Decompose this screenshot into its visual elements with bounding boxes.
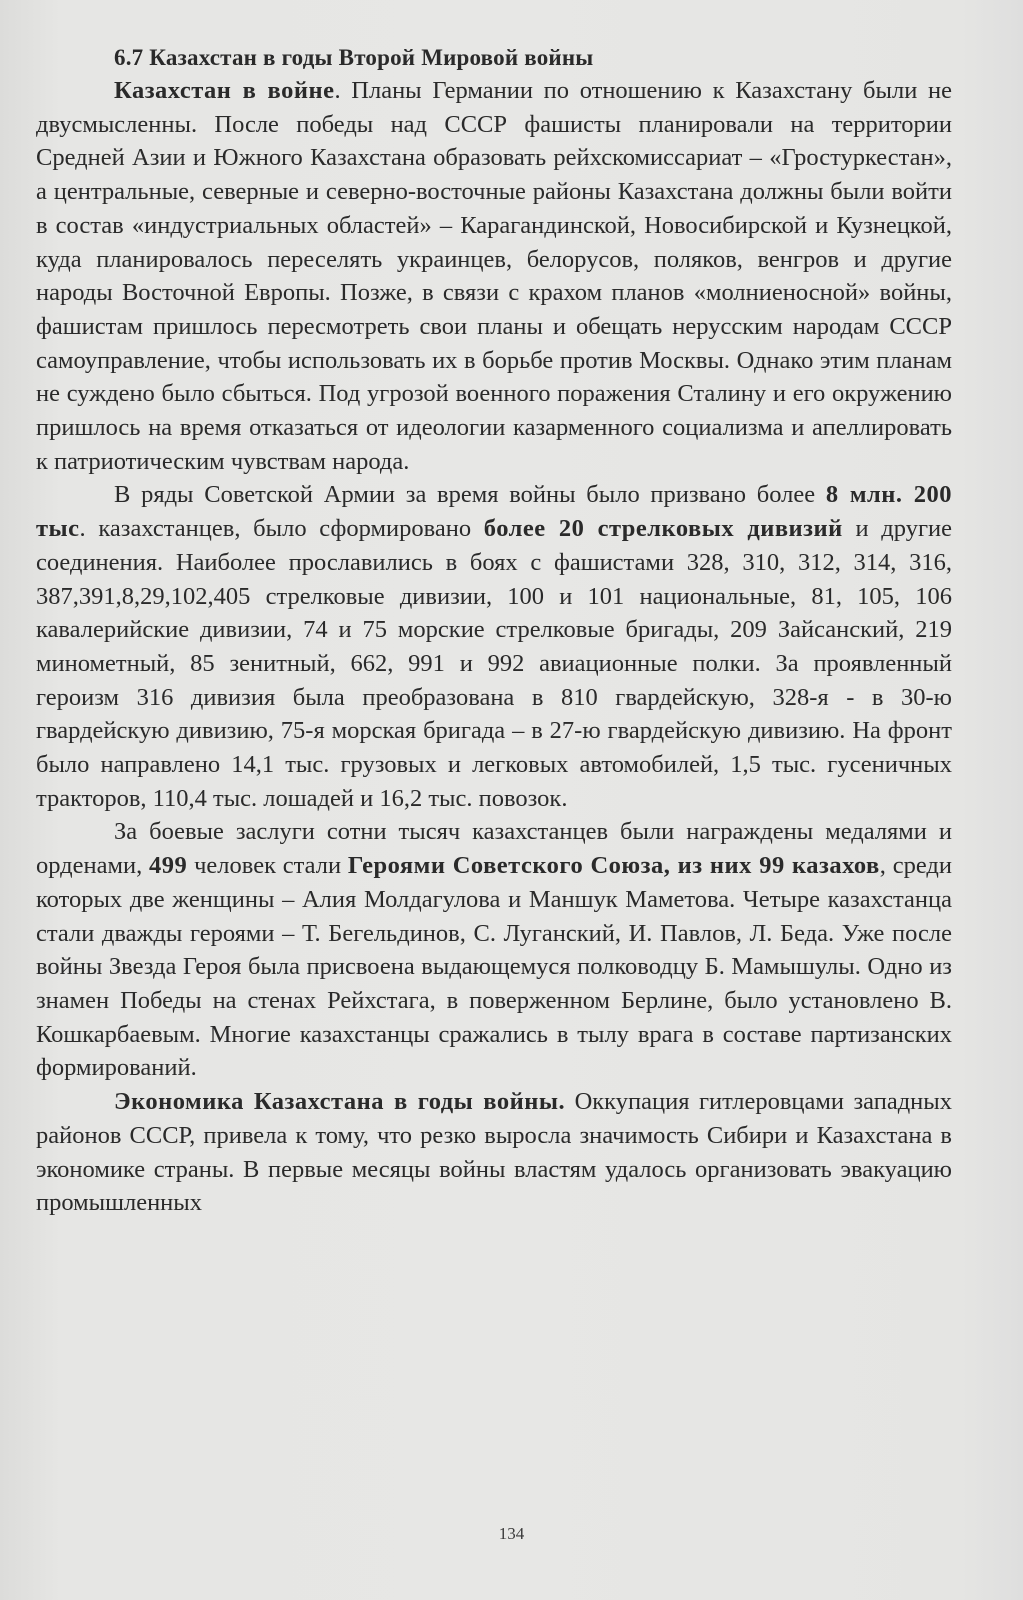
paragraph-text: В ряды Советской Армии за время войны было призвано более bbox=[114, 481, 826, 509]
paragraph-text: Оккупация гитлеровцами западных районов СССР, привела к тому, что резко выросла значимость Сибири и Казахстана в экономике страны. В первые месяцы войны властям удалось организовать эвакуацию промышленных bbox=[36, 1088, 952, 1217]
paragraph-lead-heading: Казахстан в войне bbox=[114, 77, 335, 104]
paragraph-text: и другие соединения. Наиболее прославились в боях с фашистами 328, 310, 312, 314, 316, 387,391,8,29,102,405 стрелковые дивизии, 100 и 101 национальные, 81, 105, 106 кавалерийские дивизии, 74 и 75 морские стрелковые бригады, 209 Зайсанский, 219 минометный, 85 зенитный, 662, 991 и 992 авиационные полки. За проявленный героизм 316 дивизия была преобразована в 810 гвардейскую, 328-я - в 30-ю гвардейскую дивизию, 75-я морская бригада – в 27-ю гвардейскую дивизию. На фронт было направлено 14,1 тыс. грузовых и легковых автомобилей, 1,5 тыс. гусеничных тракторов, 110,4 тыс. лошадей и 16,2 тыс. повозок. bbox=[36, 515, 952, 812]
paragraph-economy bbox=[36, 1085, 952, 1220]
paragraph-text: , среди которых две женщины – Алия Молдагулова и Маншук Маметова. Четыре казахстанца стали дважды героями – Т. Бегельдинов, С. Луганский, И. Павлов, Л. Беда. Уже после войны Звезда Героя была присвоена выдающемуся полководцу Б. Мамышулы. Одно из знамен Победы на стенах Рейхстага, в поверженном Берлине, было установлено В. Кошкарбаевым. Многие казахстанцы сражались в тылу врага в составе партизанских формирований. bbox=[36, 852, 952, 1082]
paragraph-text: . казахстанцев, было сформировано bbox=[79, 515, 484, 543]
bold-figure: Героями Советского Союза, из них 99 казахов bbox=[347, 852, 880, 880]
bold-figure: 499 bbox=[149, 852, 188, 880]
paragraph-text: человек стали bbox=[187, 852, 348, 880]
bold-figure: 8 млн. 200 тыс bbox=[36, 481, 952, 543]
page-content bbox=[36, 44, 952, 1220]
paragraph-lead-heading: Экономика Казахстана в годы войны. bbox=[114, 1088, 566, 1116]
paragraph-text: За боевые заслуги сотни тысяч казахстанцев были награждены медалями и орденами, bbox=[36, 818, 952, 880]
paragraph-heroes bbox=[36, 815, 952, 1085]
page-number: 134 bbox=[498, 1524, 525, 1543]
paragraph-kazakhstan-in-war bbox=[36, 74, 952, 478]
paragraph-text: . Планы Германии по отношению к Казахстану были не двусмысленны. После победы над СССР фашисты планировали на территории Средней Азии и Южного Казахстана образовать рейхскомиссариат – «Гростуркестан», а центральные, северные и северно-восточные районы Казахстана должны были войти в состав «индустриальных областей» – Карагандинской, Новосибирской и Кузнецкой, куда планировалось переселять украинцев, белорусов, поляков, венгров и другие народы Восточной Европы. Позже, в связи с крахом планов «молниеносной» войны, фашистам пришлось пересмотреть свои планы и обещать нерусским народам СССР самоуправление, чтобы использовать их в борьбе против Москвы. Однако этим планам не суждено было сбыться. Под угрозой военного поражения Сталину и его окружению пришлось на время отказаться от идеологии казарменного социализма и апеллировать к патриотическим чувствам народа. bbox=[36, 77, 952, 475]
bold-figure: более 20 стрелковых дивизий bbox=[483, 515, 843, 543]
section-title: 6.7 Казахстан в годы Второй Мировой войны bbox=[114, 45, 594, 70]
paragraph-army-conscription bbox=[36, 478, 952, 815]
